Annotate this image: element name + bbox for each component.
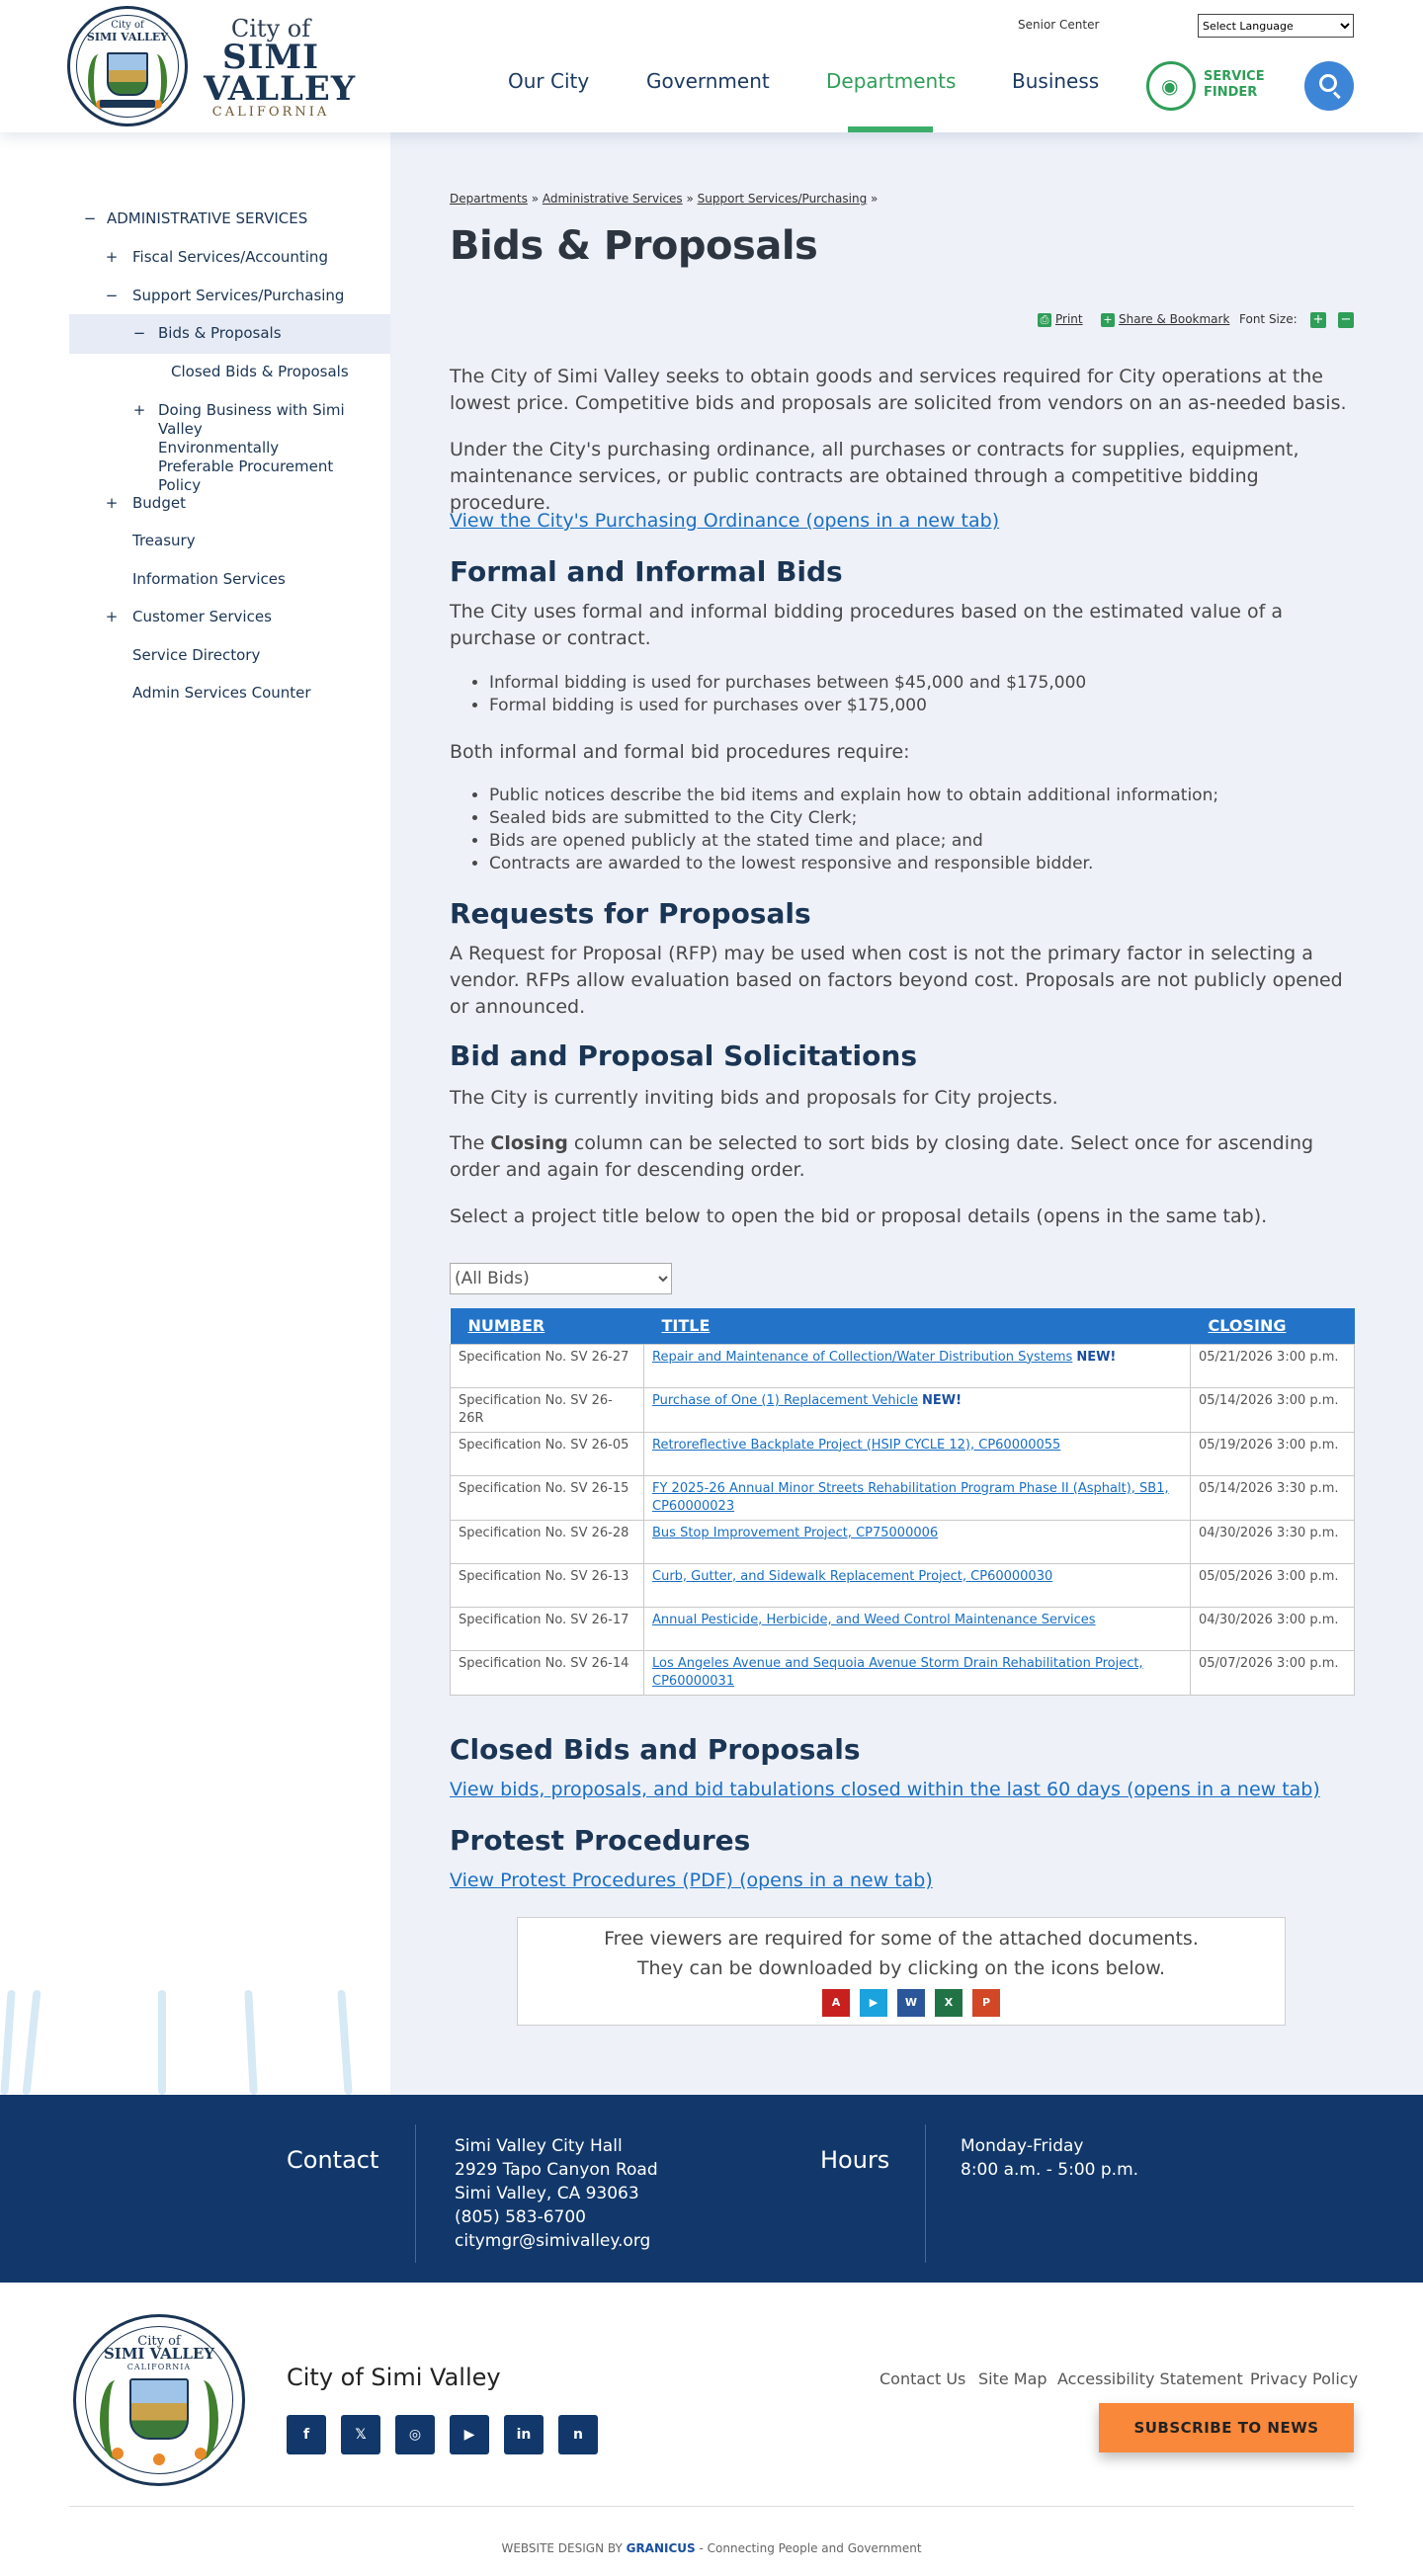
bid-title-cell [644, 1650, 1191, 1695]
seal-top-text: City of [111, 20, 144, 31]
bid-closing-cell: 04/30/2026 3:00 p.m. [1191, 1607, 1355, 1650]
breadcrumb-separator: » [871, 192, 879, 206]
wordmark-state: CALIFORNIA [211, 105, 330, 120]
powerpoint-icon[interactable]: P [972, 1989, 1000, 2017]
excel-icon[interactable]: X [935, 1989, 963, 2017]
word-icon[interactable]: W [897, 1989, 925, 2017]
bid-number-cell: Specification No. SV 26-27 [451, 1344, 644, 1387]
bid-number-cell: Specification No. SV 26-14 [451, 1650, 644, 1695]
decor-stripe [158, 1990, 166, 2095]
bid-title-cell [644, 1607, 1191, 1650]
bid-closing-cell: 05/19/2026 3:00 p.m. [1191, 1432, 1355, 1475]
bid-number-cell: Specification No. SV 26-26R [451, 1387, 644, 1432]
city-wordmark[interactable] [204, 15, 357, 120]
bid-filter-select[interactable] [450, 1263, 672, 1294]
expand-toggle[interactable]: + [105, 494, 119, 512]
search-icon [1319, 74, 1337, 92]
nav-business[interactable]: Business [1012, 69, 1100, 93]
document-viewers-box [517, 1917, 1286, 2026]
bid-closing-cell: 04/30/2026 3:30 p.m. [1191, 1520, 1355, 1563]
bid-threshold-list [489, 672, 1354, 717]
formal-informal-heading: Formal and Informal Bids [450, 555, 843, 588]
facebook-icon[interactable]: f [287, 2415, 326, 2454]
contact-details [455, 2134, 658, 2253]
bids-table [450, 1308, 1355, 1696]
table-row [451, 1344, 1355, 1387]
formal-paragraph: The City uses formal and informal bidding procedures based on the estimated value of a purchase or contract. [450, 601, 1284, 649]
new-badge: NEW! [1076, 1349, 1117, 1365]
bid-number-cell: Specification No. SV 26-15 [451, 1475, 644, 1520]
font-size-label: Font Size: [1239, 312, 1297, 326]
seal-sub-text: CALIFORNIA [126, 2363, 192, 2371]
bid-title-link[interactable]: Curb, Gutter, and Sidewalk Replacement Project, CP60000030 [652, 1568, 1053, 1584]
decor-stripe [244, 1990, 258, 2095]
service-finder-line-1: SERVICE [1204, 69, 1265, 84]
decor-stripe [0, 1990, 15, 2095]
expand-toggle[interactable]: + [105, 608, 119, 625]
contact-line: 2929 Tapo Canyon Road [455, 2160, 658, 2180]
collapse-toggle[interactable]: − [83, 209, 97, 227]
contact-section [0, 2095, 1423, 2283]
sidebar-item-budget[interactable]: Budget [132, 494, 186, 512]
footer-contact-us-link[interactable]: Contact Us [879, 2369, 966, 2388]
wordmark-valley: VALLEY [204, 69, 357, 109]
search-icon-handle [1333, 91, 1341, 99]
sidebar-item-administrative-services[interactable]: ADMINISTRATIVE SERVICES [107, 209, 308, 227]
print-icon: ⎙ [1038, 313, 1051, 327]
decor-stripe [337, 1990, 352, 2095]
share-icon: + [1101, 313, 1115, 327]
sidebar-item-procurement-policy[interactable]: Environmentally Preferable Procurement Policy [158, 439, 334, 494]
collapse-toggle[interactable]: − [105, 287, 119, 304]
bid-title-link[interactable]: Los Angeles Avenue and Sequoia Avenue Storm Drain Rehabilitation Project, CP60000031 [652, 1655, 1143, 1689]
page-tools [1038, 312, 1354, 330]
footer-city-seal[interactable] [73, 2314, 245, 2486]
bids-table-body [451, 1344, 1355, 1695]
orange-fruit [195, 2448, 207, 2459]
bid-closing-cell: 05/14/2026 3:00 p.m. [1191, 1387, 1355, 1432]
media-player-icon[interactable]: ▶ [860, 1989, 887, 2017]
decor-stripe [22, 1990, 41, 2095]
shield-emblem [107, 52, 148, 96]
contact-heading: Contact [287, 2146, 379, 2174]
table-row [451, 1475, 1355, 1520]
viewers-line-2: They can be downloaded by clicking on the icons below. [636, 1957, 1166, 1979]
list-item: • Formal bidding is used for purchases over $175,000 [489, 695, 1354, 717]
sort-instructions-paragraph [450, 1130, 1354, 1184]
bid-title-cell [644, 1475, 1191, 1520]
instagram-icon[interactable]: ◎ [395, 2415, 435, 2454]
footer-privacy-link[interactable]: Privacy Policy [1250, 2369, 1359, 2388]
require-paragraph: Both informal and formal bid procedures require: [450, 741, 910, 763]
bid-number-cell: Specification No. SV 26-05 [451, 1432, 644, 1475]
sidebar-item-doing-business[interactable]: Doing Business with Simi Valley [158, 401, 345, 438]
purchasing-ordinance-link[interactable]: View the City's Purchasing Ordinance (opens in a new tab) [450, 510, 1000, 532]
credit-text: WEBSITE DESIGN BY [501, 2541, 627, 2555]
seal-top-text: City of [137, 2334, 181, 2349]
subscribe-news-button[interactable]: SUBSCRIBE TO NEWS [1099, 2403, 1354, 2452]
bid-title-cell [644, 1520, 1191, 1563]
nav-our-city[interactable]: Our City [508, 69, 590, 93]
bid-number-cell: Specification No. SV 26-28 [451, 1520, 644, 1563]
senior-center-link[interactable]: Senior Center [1018, 18, 1100, 32]
page-title: Bids & Proposals [450, 223, 818, 269]
breadcrumb-link[interactable]: Support Services/Purchasing [697, 192, 868, 206]
breadcrumb-separator: » [531, 192, 540, 206]
list-item: • Public notices describe the bid items and explain how to obtain additional information; [489, 785, 1354, 807]
x-icon[interactable]: 𝕏 [341, 2415, 380, 2454]
seal-banner [100, 100, 155, 108]
select-instructions-paragraph: Select a project title below to open the bid or proposal details (opens in the same tab). [450, 1205, 1268, 1227]
footer-divider [69, 2506, 1354, 2507]
linkedin-icon[interactable]: in [504, 2415, 544, 2454]
service-finder-button[interactable] [1146, 61, 1304, 111]
sidebar-item-bids-proposals[interactable]: Bids & Proposals [158, 324, 282, 342]
sort-closing-link[interactable]: CLOSING [1208, 1316, 1287, 1336]
column-header-number [451, 1308, 644, 1344]
bid-title-cell [644, 1432, 1191, 1475]
rfp-paragraph: A Request for Proposal (RFP) may be used when cost is not the primary factor in selecting a vendor. RFPs allow evaluation based on factors beyond cost. Proposals are not publicly opened or announced. [450, 943, 1343, 1018]
requirements-list [489, 785, 1354, 875]
granicus-link[interactable]: GRANICUS [626, 2541, 696, 2555]
divider [415, 2124, 416, 2263]
font-size-decrease-button[interactable]: − [1338, 312, 1354, 328]
contact-line: Simi Valley City Hall [455, 2136, 623, 2156]
table-row [451, 1607, 1355, 1650]
youtube-icon[interactable]: ▶ [450, 2415, 489, 2454]
pdf-icon[interactable]: A [822, 1989, 850, 2017]
solicitations-heading: Bid and Proposal Solicitations [450, 1039, 917, 1072]
footer-site-map-link[interactable]: Site Map [978, 2369, 1047, 2388]
sidebar-item-fiscal-services[interactable]: Fiscal Services/Accounting [132, 248, 328, 266]
sidebar-item-treasury[interactable]: Treasury [132, 532, 196, 549]
intro-paragraph: The City of Simi Valley seeks to obtain goods and services required for City operations at the lowest price. Competitive bids and proposals are solicited from vendors on an as-needed basis. [450, 366, 1347, 414]
contact-phone-link[interactable]: (805) 583-6700 [455, 2207, 586, 2227]
site-footer [0, 2283, 1423, 2576]
share-bookmark-link[interactable]: Share & Bookmark [1119, 312, 1230, 326]
sidebar-decoration [0, 1990, 390, 2095]
text-run: The [450, 1132, 491, 1154]
rfp-heading: Requests for Proposals [450, 897, 811, 930]
bid-title-link[interactable]: FY 2025-26 Annual Minor Streets Rehabilitation Program Phase II (Asphalt), SB1, CP60000023 [652, 1480, 1169, 1514]
nav-government[interactable]: Government [646, 69, 770, 93]
expand-toggle[interactable]: + [132, 401, 146, 419]
column-header-closing [1191, 1308, 1355, 1344]
new-badge: NEW! [922, 1392, 963, 1408]
table-row [451, 1520, 1355, 1563]
bid-title-link[interactable]: Annual Pesticide, Herbicide, and Weed Control Maintenance Services [652, 1612, 1096, 1627]
wordmark-simi: SIMI [222, 38, 319, 77]
table-row [451, 1432, 1355, 1475]
hours-details [961, 2134, 1138, 2182]
bid-number-cell: Specification No. SV 26-17 [451, 1607, 644, 1650]
bid-title-link[interactable]: Purchase of One (1) Replacement Vehicle [652, 1392, 919, 1408]
column-header-title [644, 1308, 1191, 1344]
viewers-line-1: Free viewers are required for some of the attached documents. [604, 1928, 1199, 1950]
bid-title-link[interactable]: Bus Stop Improvement Project, CP75000006 [652, 1525, 939, 1540]
bid-closing-cell: 05/14/2026 3:30 p.m. [1191, 1475, 1355, 1520]
bid-closing-cell: 05/05/2026 3:00 p.m. [1191, 1563, 1355, 1607]
service-finder-line-2: FINDER [1204, 85, 1258, 100]
footer-city-name: City of Simi Valley [287, 2364, 501, 2391]
sidebar-item-support-services[interactable]: Support Services/Purchasing [132, 287, 345, 304]
sidebar-item-closed-bids[interactable]: Closed Bids & Proposals [171, 363, 349, 380]
sidebar-item-service-directory[interactable]: Service Directory [132, 646, 261, 664]
intro-paragraph: Under the City's purchasing ordinance, all purchases or contracts for supplies, equipment, maintenance services, or public contracts are obtained through a competitive bidding procedure. [450, 439, 1299, 514]
list-item: • Contracts are awarded to the lowest responsive and responsible bidder. [489, 853, 1354, 875]
solicitations-paragraph: The City is currently inviting bids and proposals for City projects. [450, 1087, 1058, 1109]
footer-accessibility-link[interactable]: Accessibility Statement [1057, 2369, 1243, 2388]
list-item: • Informal bidding is used for purchases between $45,000 and $175,000 [489, 672, 1354, 695]
design-credit [0, 2541, 1423, 2555]
expand-toggle[interactable]: + [105, 248, 119, 266]
bid-title-link[interactable]: Retroreflective Backplate Project (HSIP CYCLE 12), CP60000055 [652, 1437, 1061, 1453]
divider [925, 2124, 926, 2263]
sort-number-link[interactable]: NUMBER [467, 1316, 545, 1336]
sort-title-link[interactable]: TITLE [661, 1316, 711, 1336]
hours-heading: Hours [820, 2146, 890, 2174]
breadcrumb [450, 192, 878, 206]
print-link[interactable]: Print [1055, 312, 1083, 326]
bid-title-cell [644, 1563, 1191, 1607]
protest-procedures-link[interactable]: View Protest Procedures (PDF) (opens in a new tab) [450, 1870, 933, 1891]
contact-email-link[interactable]: citymgr@simivalley.org [455, 2231, 651, 2251]
bid-title-link[interactable]: Repair and Maintenance of Collection/Water Distribution Systems [652, 1349, 1073, 1365]
breadcrumb-separator: » [686, 192, 694, 206]
contact-line: Simi Valley, CA 93063 [455, 2184, 639, 2203]
binoculars-icon: ◉ [1146, 61, 1196, 111]
table-row [451, 1563, 1355, 1607]
sidebar-item-information-services[interactable]: Information Services [132, 570, 286, 588]
bid-closing-cell: 05/21/2026 3:00 p.m. [1191, 1344, 1355, 1387]
orange-fruit [153, 2453, 165, 2465]
table-row [451, 1650, 1355, 1695]
shield-emblem [129, 2378, 189, 2440]
section-sidebar [0, 132, 390, 2095]
hours-line: Monday-Friday [961, 2136, 1084, 2156]
text-run: column can be selected to sort bids by closing date. Select once for ascending order and again for descending order. [450, 1132, 1314, 1181]
language-select[interactable] [1198, 14, 1354, 38]
bid-title-cell [644, 1387, 1191, 1432]
orange-fruit [112, 2448, 124, 2459]
list-item: • Sealed bids are submitted to the City Clerk; [489, 807, 1354, 830]
breadcrumb-link[interactable]: Departments [450, 192, 528, 206]
table-header-row [451, 1308, 1355, 1344]
text-run-bold: Closing [490, 1132, 568, 1154]
service-finder-label [1204, 69, 1302, 101]
closed-bids-heading: Closed Bids and Proposals [450, 1733, 861, 1766]
wordmark-city-of: City of [230, 15, 311, 42]
active-nav-indicator [848, 126, 933, 132]
font-size-increase-button[interactable]: + [1310, 312, 1326, 328]
seal-name-text: SIMI VALLEY [103, 2345, 215, 2363]
bid-title-cell [644, 1344, 1191, 1387]
closed-bids-link[interactable]: View bids, proposals, and bid tabulations closed within the last 60 days (opens in a new tab) [450, 1779, 1320, 1800]
seal-name-text: SIMI VALLEY [86, 31, 169, 43]
collapse-toggle[interactable]: − [132, 324, 146, 342]
protest-heading: Protest Procedures [450, 1824, 751, 1857]
sidebar-item-customer-services[interactable]: Customer Services [132, 608, 272, 625]
site-header [0, 0, 1423, 132]
nav-departments[interactable]: Departments [826, 69, 957, 93]
sidebar-item-admin-counter[interactable]: Admin Services Counter [132, 684, 311, 702]
table-row [451, 1387, 1355, 1432]
search-button[interactable] [1304, 61, 1354, 111]
bid-closing-cell: 05/07/2026 3:00 p.m. [1191, 1650, 1355, 1695]
breadcrumb-link[interactable]: Administrative Services [542, 192, 683, 206]
hours-line: 8:00 a.m. - 5:00 p.m. [961, 2160, 1139, 2180]
bid-number-cell: Specification No. SV 26-13 [451, 1563, 644, 1607]
credit-text: - Connecting People and Government [695, 2541, 922, 2555]
list-item: • Bids are opened publicly at the stated time and place; and [489, 830, 1354, 853]
nextdoor-icon[interactable]: n [558, 2415, 598, 2454]
city-seal-logo[interactable] [67, 6, 188, 126]
